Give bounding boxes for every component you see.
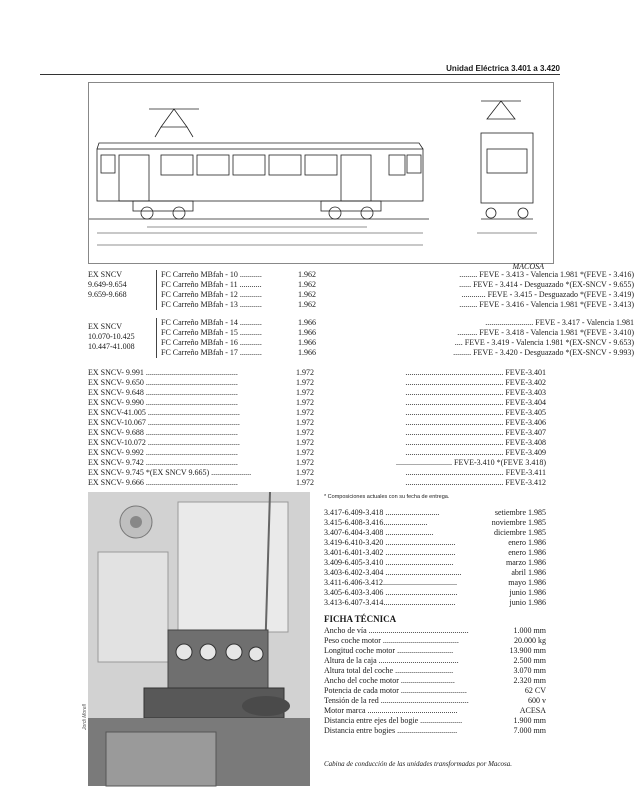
list-item: EX SNCV- 9.742 .............................................. 1.972 ............................ FEVE-3.410 *(FEVE 3.418) [88,458,546,467]
group-divider [156,270,157,310]
list-item: EX SNCV-41.005 .............................................. 1.972 ................................................. FEVE-3.405 [88,408,546,417]
origin-line: EX SNCV [88,270,123,279]
list-item: EX SNCV- 9.666 .............................................. 1.972 ................................................. FEVE-3.412 [88,478,546,487]
photo-credit: Jordi Morell [82,704,88,730]
list-item: Ancho del coche motor ........................... 2.320 mm [324,676,546,685]
list-item: EX SNCV- 9.991 .............................................. 1.972 ................................................. FEVE-3.401 [88,368,546,377]
group-rows [161,270,634,310]
ficha-title: FICHA TÉCNICA [324,614,397,624]
compositions-note: * Composiciones actuales con su fecha de entrega. [324,494,450,500]
list-item: EX SNCV- 9.688 .............................................. 1.972 ................................................. FEVE-3.407 [88,428,546,437]
list-item: EX SNCV- 9.650 .............................................. 1.972 ................................................. FEVE-3.402 [88,378,546,387]
group-rows [161,318,634,358]
list-item: 3.411-6.406-3.412..................................... mayo 1.986 [324,578,546,587]
list-item: Distancia entre ejes del bogie ..................... 1.900 mm [324,716,546,725]
list-item: EX SNCV-10.067 .............................................. 1.972 ................................................. FEVE-3.406 [88,418,546,427]
list-item: Altura de la caja ........................................ 2.500 mm [324,656,546,665]
group-origin [88,318,158,352]
list-item: EX SNCV-10.072 .............................................. 1.972 ................................................. FEVE-3.408 [88,438,546,447]
tram-elevation-svg [89,83,553,263]
photo-caption: Cabina de conducción de las unidades transformadas por Macosa. [324,760,513,768]
page-header-title: Unidad Eléctrica 3.401 a 3.420 [446,64,560,73]
list-item: 3.409-6.405-3.410 .................................. marzo 1.986 [324,558,546,567]
cab-photo-illustration [88,492,310,786]
list-item: FC Carreño MBfah - 12 ........... 1.962 ............ FEVE - 3.415 - Desguazado *(FEVE - 3.419) [161,290,634,299]
list-item: Longitud coche motor ............................ 13.900 mm [324,646,546,655]
ficha-list [324,626,546,736]
group-origin [88,270,158,300]
ex-sncv-list [88,368,546,488]
list-item: FC Carreño MBfah - 10 ........... 1.962 ......... FEVE - 3.413 - Valencia 1.981 *(FEVE - 3.416) [161,270,634,279]
drawing-caption: MACOSA [512,262,544,271]
header-rule [40,74,560,75]
list-item: EX SNCV- 9.648 .............................................. 1.972 ................................................. FEVE-3.403 [88,388,546,397]
list-item: FC Carreño MBfah - 16 ........... 1.966 .... FEVE - 3.419 - Valencia 1.981 *(EX-SNCV - 9.653) [161,338,634,347]
list-item: FC Carreño MBfah - 15 ........... 1.966 .......... FEVE - 3.418 - Valencia 1.981 *(FEVE - 3.410) [161,328,634,337]
list-item: Ancho de vía .................................................. 1.000 mm [324,626,546,635]
list-item: FC Carreño MBfah - 13 ........... 1.962 ......... FEVE - 3.416 - Valencia 1.981 *(FEVE - 3.413) [161,300,634,309]
list-item: Peso coche motor ...................................... 20.000 kg [324,636,546,645]
list-item: 3.405-6.403-3.406 .................................... junio 1.986 [324,588,546,597]
list-item: Tensión de la red ............................................ 600 v [324,696,546,705]
list-item: Motor marca ............................................. ACESA [324,706,546,715]
group-divider [156,318,157,358]
list-item: 3.401-6.401-3.402 ................................... enero 1.986 [324,548,546,557]
list-item: 3.419-6.410-3.420 ................................... enero 1.986 [324,538,546,547]
list-item: 3.417-6.409-3.418 ........................... setiembre 1.985 [324,508,546,517]
technical-drawing [88,82,554,264]
list-item: Distancia entre bogies .............................. 7.000 mm [324,726,546,735]
list-item: FC Carreño MBfah - 11 ........... 1.962 ...... FEVE - 3.414 - Desguazado *(EX-SNCV - 9.655) [161,280,634,289]
origin-line: 9.659-9.668 [88,290,127,299]
group-ex-sncv-10070 [88,318,634,358]
list-item: FC Carreño MBfah - 17 ........... 1.966 ......... FEVE - 3.420 - Desguazado *(EX-SNCV - 9.993) [161,348,634,357]
list-item: Potencia de cada motor ................................. 62 CV [324,686,546,695]
list-item: EX SNCV- 9.992 .............................................. 1.972 ................................................. FEVE-3.409 [88,448,546,457]
list-item: 3.403-6.402-3.404 ...................................... abril 1.986 [324,568,546,577]
cab-photo [88,492,310,786]
list-item: EX SNCV- 9.990 .............................................. 1.972 ................................................. FEVE-3.404 [88,398,546,407]
list-item: Altura total del coche ............................. 3.070 mm [324,666,546,675]
list-item: FC Carreño MBfah - 14 ........... 1.966 ........................ FEVE - 3.417 - Valencia 1.981 [161,318,634,327]
origin-line: 9.649-9.654 [88,280,127,289]
origin-line: 10.070-10.425 [88,332,135,341]
list-item: 3.415-6.408-3.416...................... noviembre 1.985 [324,518,546,527]
group-ex-sncv-9649 [88,270,634,310]
compositions-list [324,508,546,608]
list-item: 3.407-6.404-3.408 ........................ diciembre 1.985 [324,528,546,537]
list-item: EX SNCV- 9.745 *(EX SNCV 9.665) .................... 1.972 ................................................. FEVE-3.411 [88,468,546,477]
origin-line: EX SNCV [88,322,123,331]
origin-line: 10.447-41.008 [88,342,135,351]
list-item: 3.413-6.407-3.414.................................... junio 1.986 [324,598,546,607]
